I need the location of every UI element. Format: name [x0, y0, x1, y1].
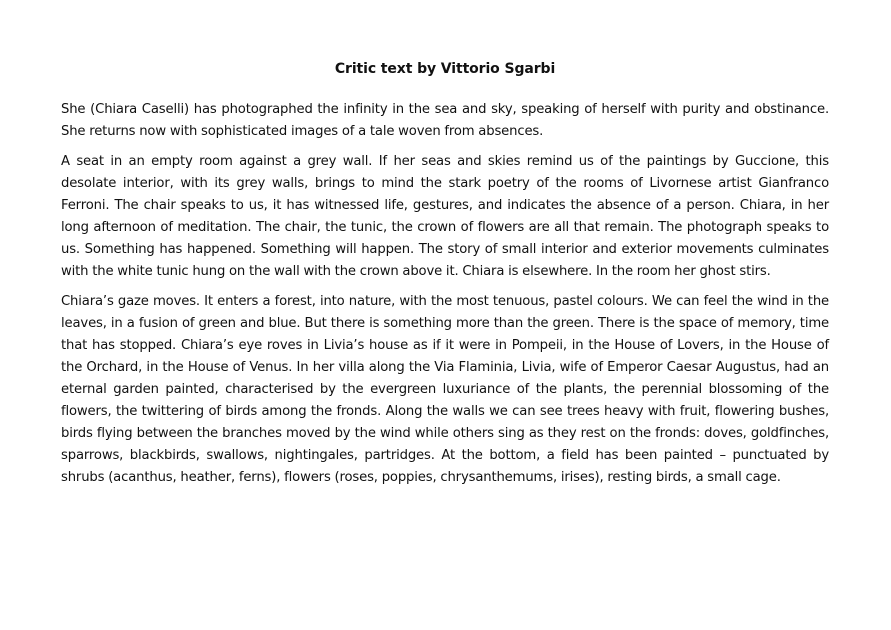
- paragraph-1: She (Chiara Caselli) has photographed the infinity in the sea and sky, speaking of herself with purity and obstinance. She returns now with sophisticated images of a tale woven from absences.: [61, 102, 829, 139]
- paragraph-2: A seat in an empty room against a grey wall. If her seas and skies remind us of the paintings by Guccione, this desolate interior, with its grey walls, brings to mind the stark poetry of the rooms of Livornese artist Gianfranco Ferroni. The chair speaks to us, it has witnessed life, gestures, and indicates the absence of a person. Chiara, in her long afternoon of meditation. The chair, the tunic, the crown of flowers are all that remain. The photograph speaks to us. Something has happened. Something will happen. The story of small interior and exterior movements culminates with the white tunic hung on the wall with the crown above it. Chiara is elsewhere. In the room her ghost stirs.: [61, 154, 829, 279]
- paragraph-3: Chiara’s gaze moves. It enters a forest, into nature, with the most tenuous, pastel colours. We can feel the wind in the leaves, in a fusion of green and blue. But there is something more than the green. There is the space of memory, time that has stopped. Chiara’s eye roves in Livia’s house as if it were in Pompeii, in the House of Lovers, in the House of the Orchard, in the House of Venus. In her villa along the Via Flaminia, Livia, wife of Emperor Caesar Augustus, had an eternal garden painted, characterised by the evergreen luxuriance of the plants, the perennial blossoming of the flowers, the twittering of birds among the fronds. Along the walls we can see trees heavy with fruit, flowering bushes, birds flying between the branches moved by the wind while others sing as they rest on the fronds: doves, goldfinches, sparrows, blackbirds, swallows, nightingales, partridges. At the bottom, a field has been painted – punctuated by shrubs (acanthus, heather, ferns), flowers (roses, poppies, chrysanthemums, irises), resting birds, a small cage.: [61, 294, 829, 485]
- page-title: Critic text by Vittorio Sgarbi: [334, 61, 556, 77]
